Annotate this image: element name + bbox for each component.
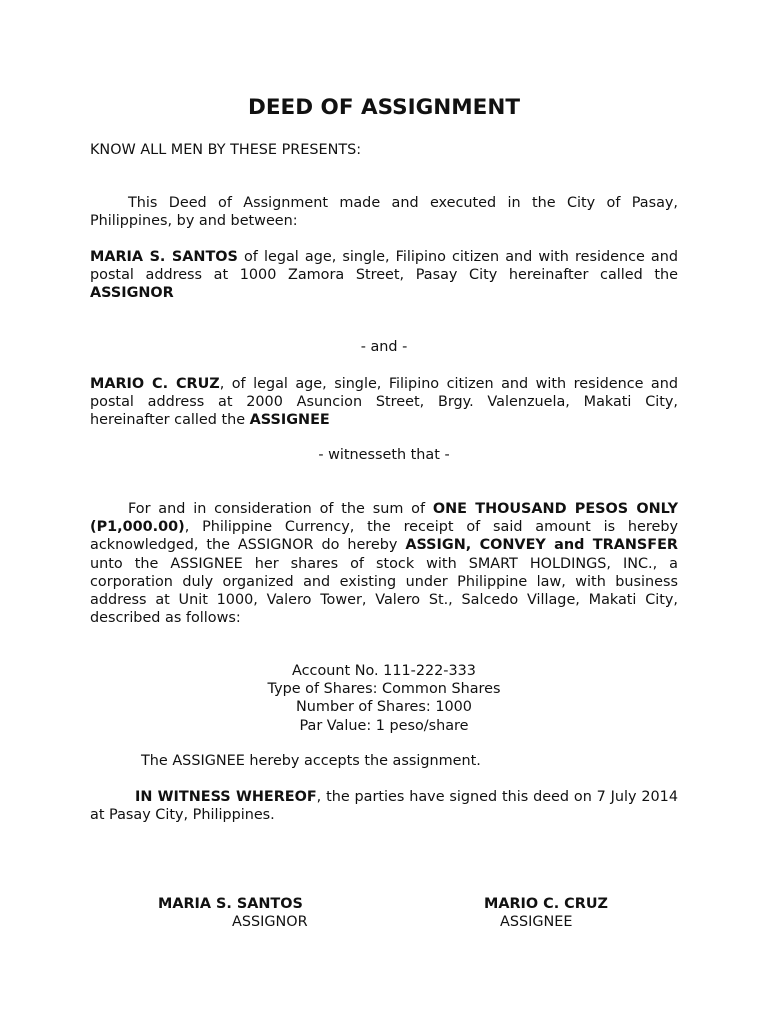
document-title: DEED OF ASSIGNMENT [247,95,521,120]
assignee-name: MARIO C. CRUZ [90,376,220,392]
consideration-text-1: For and in consideration of the sum of [128,501,433,517]
consideration-text-2: , Philippine Currency, the receipt of said amount is hereby acknowledged, the ASSIGNOR do hereby [90,519,678,554]
witness-text: , the parties have signed this deed on 7 July 2014 at Pasay City, Philippines. [90,789,678,824]
share-count: Number of Shares: 1000 [296,699,472,716]
consideration-text-3: unto the ASSIGNEE her shares of stock with SMART HOLDINGS, INC., a corporation duly organized and existing under Philippine law, with business address at Unit 1000, Valero Tower, Valero St., Salcedo Village, Makati City, described as follows: [90,555,678,627]
assignor-signature-role: ASSIGNOR [232,914,308,930]
intro-paragraph: This Deed of Assignment made and executed in the City of Pasay, Philippines, by and between: [90,195,678,230]
assignee-signature-role: ASSIGNEE [500,914,573,930]
assignor-name: MARIA S. SANTOS [90,249,238,265]
opening-line: KNOW ALL MEN BY THESE PRESENTS: [90,142,362,158]
assignor-details: of legal age, single, Filipino citizen and with residence and postal address at 1000 Zamora Street, Pasay City hereinafter called the [90,249,679,284]
consideration-action: ASSIGN, CONVEY and TRANSFER [405,537,678,554]
account-number: Account No. 111-222-333 [292,663,476,679]
assignee-details: , of legal age, single, Filipino citizen and with residence and postal address at 2000 Asuncion Street, Brgy. Valenzuela, Makati City, hereinafter called the [90,376,678,429]
assignee-paragraph [90,375,678,430]
witness-lead: IN WITNESS WHEREOF [135,789,317,805]
assignee-role: ASSIGNEE [249,412,330,429]
share-type: Type of Shares: Common Shares [267,681,501,698]
witnesseth-line: - witnesseth that - [318,447,450,463]
and-separator: - and - [360,339,408,355]
acceptance-paragraph: The ASSIGNEE hereby accepts the assignment. [141,753,481,769]
assignor-role: ASSIGNOR [90,285,174,302]
witness-paragraph [90,788,678,824]
assignee-signature-name: MARIO C. CRUZ [484,896,608,912]
shares-description [90,662,678,735]
par-value: Par Value: 1 peso/share [299,717,469,734]
consideration-paragraph [90,500,678,627]
assignor-signature-name: MARIA S. SANTOS [158,896,303,912]
consideration-amount: ONE THOUSAND PESOS ONLY (P1,000.00) [90,501,679,536]
assignor-paragraph [90,248,678,303]
